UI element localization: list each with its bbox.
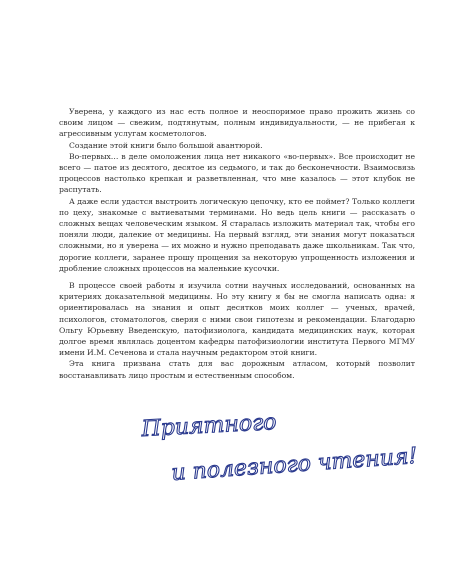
handwritten-note <box>120 408 420 498</box>
paragraph-5: В процессе своей работы я изучила сотни научных исследований, основанных на критериях доказательной медицины. Но эту книгу я бы не смогла написать одна: я ориентировалась на знания и опыт десятков моих коллег — ученых, врачей, психологов, стоматологов, сверяя с ними свои гипотезы и рекомендации. Благодарю Ольгу Юрьевну Введенскую, патофизиолога, кандидата медицинских наук, которая долгое время являлась доцентом кафедры патофизиологии института Первого МГМУ имени И.М. Сеченова и стала научным редактором этой книги. <box>59 281 415 358</box>
paragraph-6: Эта книга призвана стать для вас дорожным атласом, который позволит восстанавливать лицо простым и естественным способом. <box>59 359 415 380</box>
paragraph-3: Во-первых… в деле омоложения лица нет никакого «во-первых». Все происходит не всего — патое из десятого, десятое из седьмого, и так до бесконечности. Взаимосвязь процессов настолько крепкая и разветвленная, что мне казалось — этот клубок не распутать. <box>59 151 415 195</box>
body-text <box>59 106 415 381</box>
paragraph-1: Уверена, у каждого из нас есть полное и неоспоримое право прожить жизнь со своим лицом — свежим, подтянутым, полным индивидуальности, — не прибегая к агрессивным услугам косметологов. <box>59 107 415 139</box>
paragraph-2: Создание этой книги было большой авантюрой. <box>69 140 263 150</box>
handwriting-line-1: Приятного <box>141 409 278 442</box>
handwriting-line-2: и полезного чтения! <box>170 443 419 486</box>
paragraph-4: А даже если удастся выстроить логическую цепочку, кто ее поймет? Только коллеги по цеху, знакомые с вытиеватыми терминами. Но ведь цель книги — рассказать о сложных вещах человеческим языком. Я старалась изложить материал так, чтобы его поняли люди, далекие от медицины. На первый взгляд, эти знания могут показаться сложными, но я уверена — их можно и нужно преподавать даже школьникам. Так что, дорогие коллеги, заранее прошу прощения за некоторую упрощенность изложения и дробление сложных процессов на маленькие кусочки. <box>59 196 415 273</box>
